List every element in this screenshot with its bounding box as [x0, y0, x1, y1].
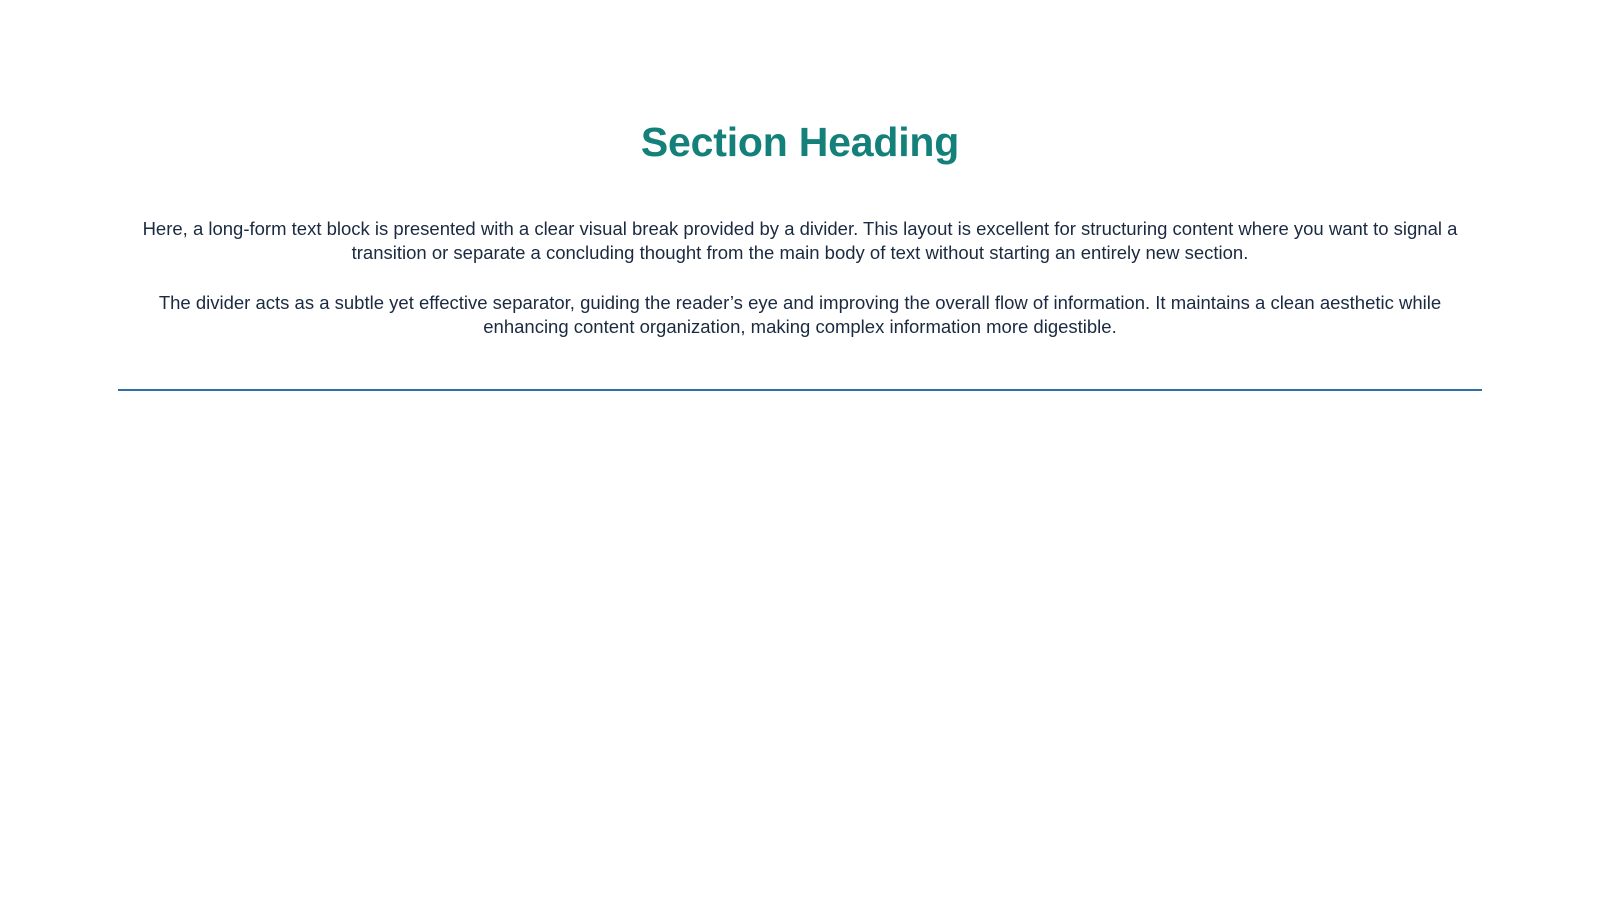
content-container: [118, 0, 1482, 339]
section-divider: [118, 389, 1482, 391]
body-paragraph-2: The divider acts as a subtle yet effective separator, guiding the reader’s eye and improving the overall flow of information. It maintains a clean aesthetic while enhancing content organization, making complex information more digestible.: [158, 292, 1442, 338]
body-paragraph-1: Here, a long-form text block is presented with a clear visual break provided by a divider. This layout is excellent for structuring content where you want to signal a transition or separate a concluding thought from the main body of text without starting an entirely new section.: [142, 218, 1458, 264]
page-title: Section Heading: [640, 119, 960, 165]
